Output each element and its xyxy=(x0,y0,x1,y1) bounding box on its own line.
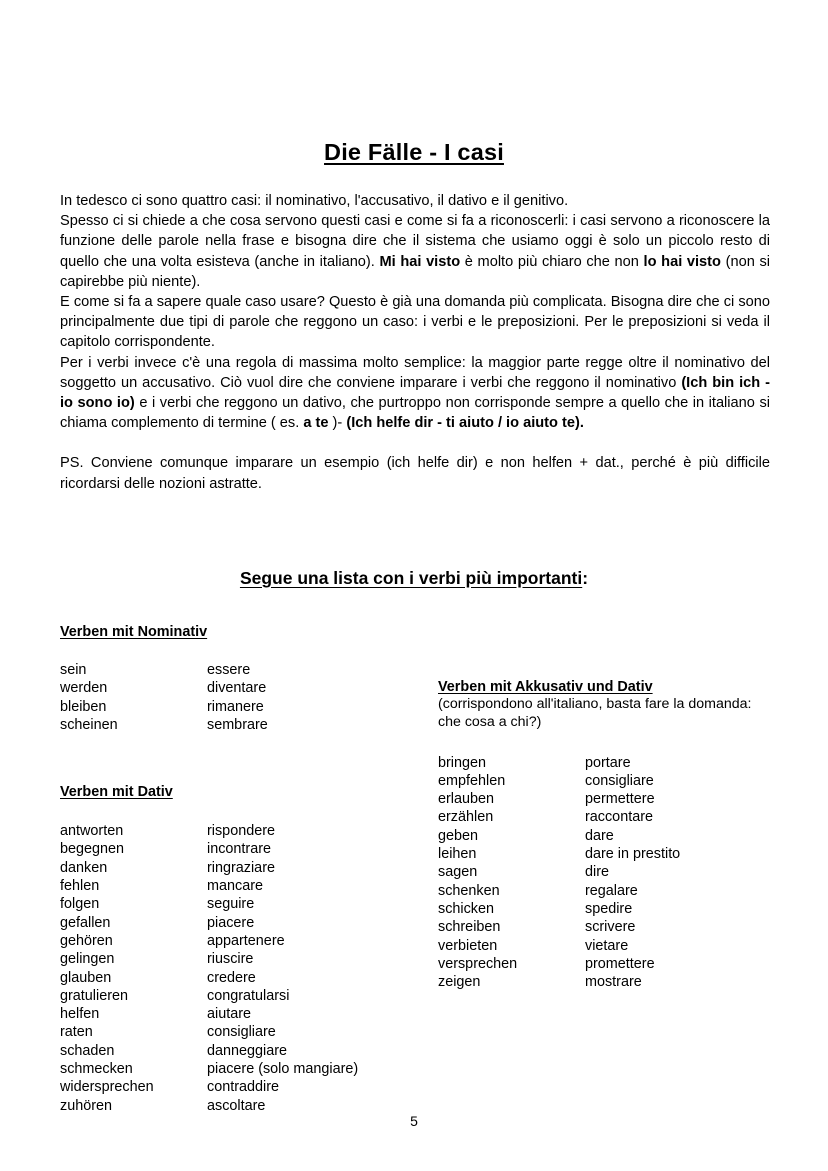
intro-p2-bold-2: lo hai visto xyxy=(643,253,721,270)
intro-paragraph-2 xyxy=(60,211,770,292)
verb-italian: permettere xyxy=(585,791,655,808)
verb-german: gehören xyxy=(60,932,113,949)
list-item xyxy=(438,955,778,973)
group-heading-dativ: Verben mit Dativ xyxy=(60,784,173,801)
spacer xyxy=(60,640,410,661)
list-item xyxy=(60,716,410,734)
verb-german: erlauben xyxy=(438,791,495,808)
verb-german: zeigen xyxy=(438,974,481,991)
intro-paragraph-3 xyxy=(60,292,770,353)
list-item xyxy=(60,877,410,895)
list-item xyxy=(438,973,778,991)
intro-p2-text-2: è molto più chiaro che non xyxy=(460,253,644,270)
verb-german: empfehlen xyxy=(438,772,506,789)
verb-italian: dire xyxy=(585,864,609,881)
list-section-heading-text: Segue una lista con i verbi più importanti xyxy=(239,567,583,588)
intro-p2-text-1: Spesso ci si chiede a che cosa servono questi casi e come si fa a riconoscerli: i casi servono a riconoscere la funzione delle parole nella frase e bisogna dire che il sistema che usiamo oggi è solo un piccolo resto di quello che una volta esisteva (anche in italiano). xyxy=(60,213,770,270)
verb-italian: dare in prestito xyxy=(585,846,681,863)
group-heading-akkusativ-dativ: Verben mit Akkusativ und Dativ xyxy=(438,679,653,695)
verb-german: raten xyxy=(60,1024,93,1041)
verb-italian: rimanere xyxy=(207,698,264,715)
list-item xyxy=(60,822,410,840)
verb-italian: congratularsi xyxy=(207,987,290,1004)
verb-italian: rispondere xyxy=(207,823,275,840)
verb-italian: scrivere xyxy=(585,919,636,936)
list-item xyxy=(60,859,410,877)
intro-p4-text-3: )- xyxy=(328,415,347,432)
verb-italian: mancare xyxy=(207,878,263,895)
verb-italian: consigliare xyxy=(207,1024,276,1041)
intro-postscript xyxy=(60,453,770,493)
verb-german: sein xyxy=(60,662,87,678)
verb-italian: piacere (solo mangiare) xyxy=(207,1061,359,1078)
list-item xyxy=(438,918,778,936)
verb-german: widersprechen xyxy=(60,1079,154,1096)
list-item xyxy=(60,969,410,987)
intro-paragraph-1 xyxy=(60,191,770,211)
spacer xyxy=(60,734,410,784)
list-item xyxy=(438,845,778,863)
intro-p4-bold-3: (Ich helfe dir - ti aiuto / io aiuto te). xyxy=(346,415,584,432)
list-item xyxy=(438,808,778,826)
list-item xyxy=(60,1060,410,1078)
page-title xyxy=(0,139,828,166)
verb-german: folgen xyxy=(60,896,100,913)
verb-german: geben xyxy=(438,827,479,844)
verb-italian: contraddire xyxy=(207,1079,279,1096)
intro-p1-text: In tedesco ci sono quattro casi: il nominativo, l'accusativo, il dativo e il genitivo. xyxy=(60,193,569,209)
list-item xyxy=(438,937,778,955)
list-item xyxy=(60,679,410,697)
verb-german: schmecken xyxy=(60,1061,133,1078)
intro-p2-bold-1: Mi hai visto xyxy=(379,253,461,270)
intro-text-block xyxy=(60,191,770,494)
verb-german: antworten xyxy=(60,823,124,840)
verb-german: verbieten xyxy=(438,937,498,954)
verb-italian: regalare xyxy=(585,882,638,899)
intro-p4-text-2: e i verbi che reggono un dativo, che purtroppo non corrisponde sempre a quello che in italiano si chiama complemento di termine ( es. xyxy=(60,395,770,432)
spacer xyxy=(60,800,410,822)
verb-german: sagen xyxy=(438,864,478,881)
list-item xyxy=(438,754,778,772)
verb-italian: raccontare xyxy=(585,809,653,826)
verb-italian: ringraziare xyxy=(207,859,275,876)
group-heading-nominativ: Verben mit Nominativ xyxy=(60,624,208,640)
verb-german: gratulieren xyxy=(60,987,128,1004)
right-verb-column xyxy=(438,679,778,991)
list-section-heading-suffix: : xyxy=(582,567,589,588)
intro-p4-bold-1: (Ich bin ich - io sono io) xyxy=(60,374,770,412)
verb-german: scheinen xyxy=(60,716,118,733)
verb-italian: diventare xyxy=(207,680,267,697)
verb-german: zuhören xyxy=(60,1097,113,1114)
verb-italian: dare xyxy=(585,827,614,844)
page-number: 5 xyxy=(410,1113,418,1129)
list-item xyxy=(60,1023,410,1041)
intro-p4-text-1: Per i verbi invece c'è una regola di massima molto semplice: la maggior parte regge oltre il nominativo del soggetto un accusativo. Ciò vuol dire che conviene imparare i verbi che reggono il nominativo xyxy=(60,354,770,391)
verb-german: bringen xyxy=(438,754,487,771)
verb-list-akkusativ-dativ xyxy=(438,754,778,992)
list-item xyxy=(60,698,410,716)
verb-italian: essere xyxy=(207,662,251,678)
list-item xyxy=(60,950,410,968)
list-item xyxy=(60,1042,410,1060)
group-note-akkusativ-dativ: (corrispondono all'italiano, basta fare la domanda: che cosa a chi?) xyxy=(438,696,752,731)
verb-german: fehlen xyxy=(60,878,100,895)
list-item xyxy=(438,882,778,900)
verb-italian: piacere xyxy=(207,914,255,931)
list-item xyxy=(438,827,778,845)
verb-italian: appartenere xyxy=(207,932,285,949)
verb-german: schaden xyxy=(60,1042,115,1059)
verb-german: schicken xyxy=(438,900,494,917)
intro-p3-text: E come si fa a sapere quale caso usare? Questo è già una domanda più complicata. Bisogna dire che ci sono principalmente due tipi di parole che reggono un caso: i verbi e le preposizioni. Per le preposizioni si veda il capitolo corrispondente. xyxy=(60,294,770,351)
verb-italian: danneggiare xyxy=(207,1042,288,1059)
verb-german: gelingen xyxy=(60,951,115,968)
verb-italian: sembrare xyxy=(207,716,268,733)
list-item xyxy=(60,987,410,1005)
verb-german: glauben xyxy=(60,969,112,986)
intro-paragraph-4 xyxy=(60,353,770,434)
verb-german: versprechen xyxy=(438,955,518,972)
verb-list-nominativ xyxy=(60,661,410,734)
list-item xyxy=(438,863,778,881)
list-item xyxy=(438,900,778,918)
verb-italian: portare xyxy=(585,754,631,771)
verb-italian: incontrare xyxy=(207,841,271,858)
list-item xyxy=(60,932,410,950)
intro-p4-bold-2: a te xyxy=(303,415,329,432)
left-verb-column xyxy=(60,624,410,1115)
verb-italian: spedire xyxy=(585,900,633,917)
verb-italian: mostrare xyxy=(585,974,642,991)
spacer xyxy=(438,732,778,754)
page-title-text: Die Fälle - I casi xyxy=(324,138,504,165)
verb-italian: aiutare xyxy=(207,1006,252,1023)
verb-italian: credere xyxy=(207,969,256,986)
list-item xyxy=(60,661,410,679)
verb-german: begegnen xyxy=(60,841,125,858)
verb-italian: ascoltare xyxy=(207,1097,266,1114)
verb-german: erzählen xyxy=(438,809,494,826)
intro-ps-text: PS. Conviene comunque imparare un esempio (ich helfe dir) e non helfen + dat., perché è più difficile ricordarsi delle nozioni astratte. xyxy=(60,455,770,492)
list-item xyxy=(60,1078,410,1096)
verb-german: schreiben xyxy=(438,919,501,936)
verb-italian: vietare xyxy=(585,937,629,954)
verb-italian: promettere xyxy=(585,955,655,972)
list-section-heading xyxy=(0,568,828,589)
list-item xyxy=(438,790,778,808)
list-item xyxy=(60,914,410,932)
verb-german: helfen xyxy=(60,1006,100,1023)
verb-german: leihen xyxy=(438,846,477,863)
verb-italian: consigliare xyxy=(585,772,654,789)
verb-italian: seguire xyxy=(207,896,255,913)
intro-p2-text-3: (non si capirebbe più niente). xyxy=(60,253,770,290)
list-item xyxy=(60,895,410,913)
verb-german: werden xyxy=(60,680,108,697)
verb-german: danken xyxy=(60,859,108,876)
list-item xyxy=(60,1005,410,1023)
list-item xyxy=(438,772,778,790)
list-item xyxy=(60,840,410,858)
verb-german: gefallen xyxy=(60,914,111,931)
verb-italian: riuscire xyxy=(207,951,254,968)
verb-list-dativ xyxy=(60,822,410,1115)
verb-german: schenken xyxy=(438,882,500,899)
verb-german: bleiben xyxy=(60,698,107,715)
